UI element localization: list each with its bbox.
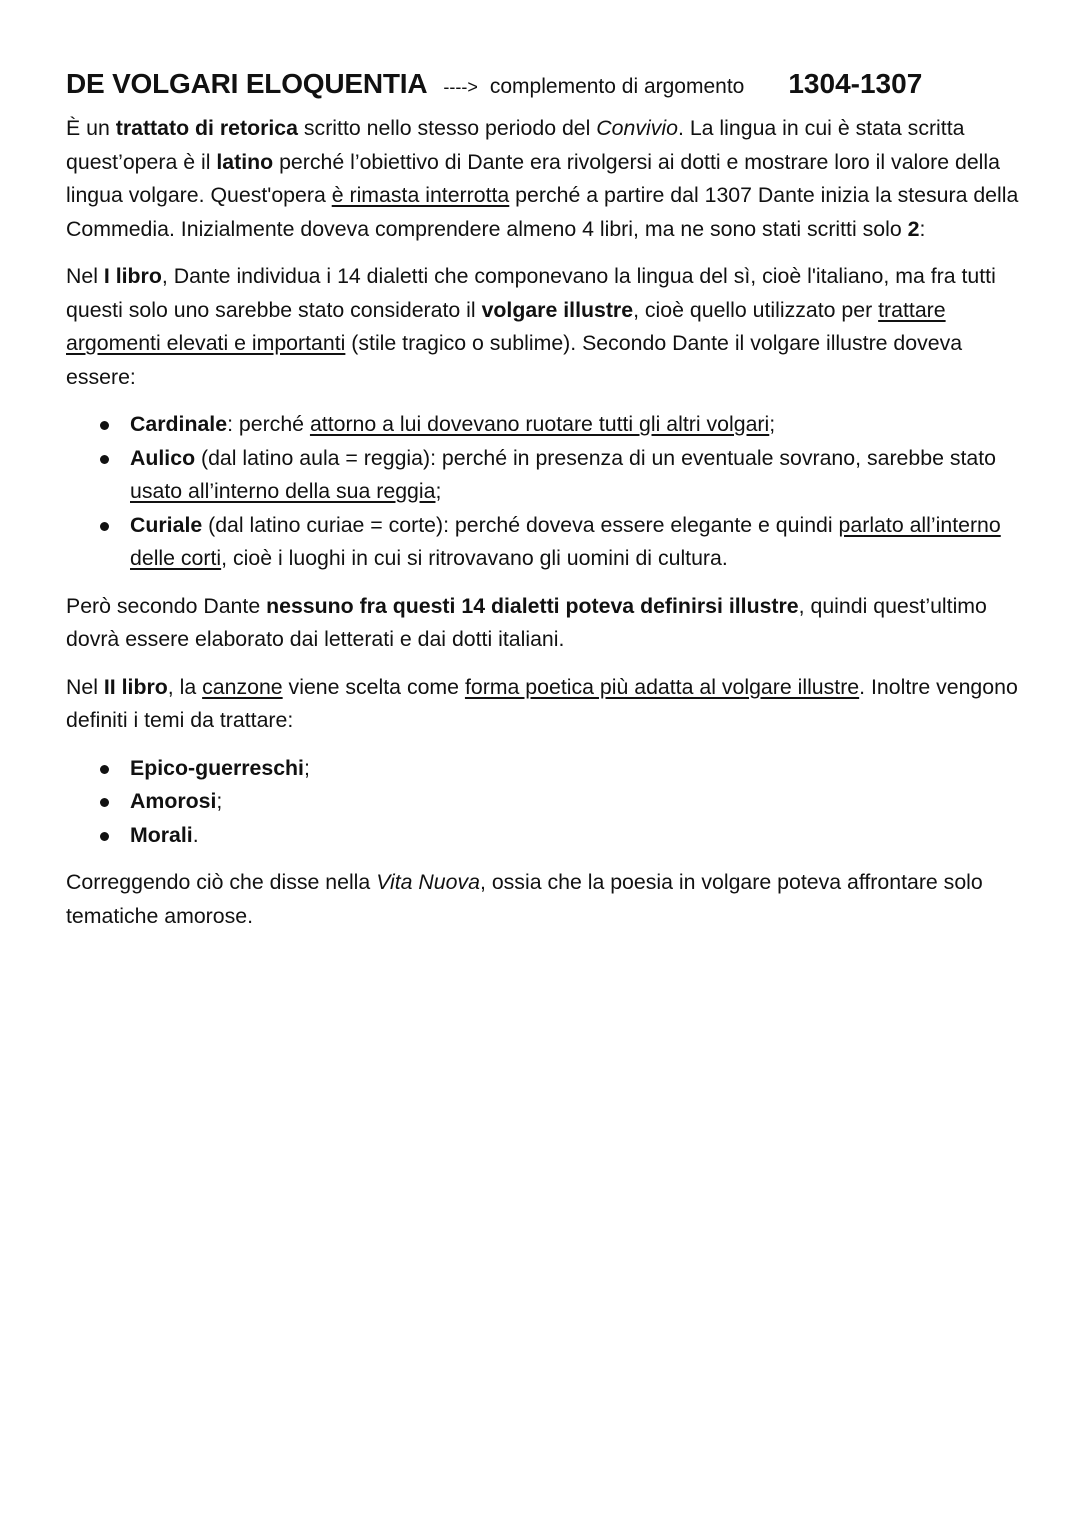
libro1-paragraph: [66, 260, 1026, 394]
intro-paragraph: [66, 112, 1026, 246]
subtitle: complemento di argomento: [489, 75, 745, 98]
text-run: Nel: [66, 674, 104, 699]
list-item: [130, 785, 1026, 819]
underlined-run: parlato all’interno delle corti: [130, 512, 1001, 570]
text-run: , cioè i luoghi in cui si ritrovavano gli uomini di cultura.: [221, 546, 728, 570]
bold-run: Epico-guerreschi: [130, 755, 304, 780]
bold-run: 2: [907, 216, 920, 241]
bold-run: Aulico: [130, 445, 196, 470]
text-run: ;: [216, 789, 223, 813]
text-run: :: [919, 216, 926, 241]
underlined-run: canzone: [202, 674, 283, 699]
text-run: (stile tragico o sublime). Secondo Dante il volgare illustre doveva essere:: [66, 331, 963, 389]
list-item: [130, 752, 1026, 786]
bold-run: latino: [216, 149, 274, 174]
underlined-run: attorno a lui dovevano ruotare tutti gli altri volgari: [309, 412, 770, 436]
text-run: Nel: [66, 264, 104, 288]
underlined-run: trattare argomenti elevati e importanti: [66, 297, 946, 355]
bold-run: II libro: [103, 674, 168, 699]
bold-run: I libro: [103, 264, 162, 288]
list-item: [130, 442, 1026, 509]
list-item: [130, 408, 1026, 442]
bold-run: Curiale: [130, 512, 203, 537]
conclusion1-paragraph: [66, 590, 1026, 657]
text-run: , quindi quest’ultimo dovrà essere elaborato dai letterati e dai dotti italiani.: [66, 593, 987, 651]
text-run: . Inoltre vengono definiti i temi da trattare:: [66, 674, 1018, 732]
text-run: . La lingua in cui è stata scritta quest’opera è il: [66, 116, 965, 174]
text-run: , cioè quello utilizzato per: [633, 297, 879, 322]
text-run: ;: [435, 479, 442, 503]
underlined-run: usato all’interno della sua reggia: [130, 479, 436, 503]
text-run: perché l’obiettivo di Dante era rivolgersi ai dotti e mostrare loro il valore della lingua volgare. Quest'opera: [66, 149, 1000, 207]
text-run: scritto nello stesso periodo del: [297, 116, 597, 140]
years: 1304-1307: [788, 68, 923, 99]
italic-run: Vita Nuova: [376, 870, 480, 894]
text-run: perché a partire dal 1307 Dante inizia la stesura della Commedia. Inizialmente doveva comprendere almeno 4 libri, ma ne sono stati scritti solo: [66, 183, 1019, 241]
text-run: ;: [769, 412, 776, 436]
bold-run: nessuno fra questi 14 dialetti poteva definirsi illustre: [266, 593, 799, 618]
text-run: : perché: [227, 412, 310, 436]
conclusion2-paragraph: [66, 866, 1026, 933]
text-run: ;: [303, 755, 310, 780]
text-run: (dal latino aula = reggia): perché in presenza di un eventuale sovrano, sarebbe stato: [195, 445, 996, 470]
bold-run: Amorosi: [130, 789, 217, 813]
bold-run: Cardinale: [130, 412, 228, 436]
text-run: (dal latino curiae = corte): perché doveva essere elegante e quindi: [202, 512, 839, 537]
arrow-text: ---->: [443, 77, 478, 97]
text-run: È un: [66, 116, 116, 140]
text-run: viene scelta come: [282, 674, 465, 699]
title-line: [66, 68, 1026, 100]
bold-run: Morali: [130, 822, 193, 847]
list-item: [130, 509, 1026, 576]
bold-run: volgare illustre: [481, 297, 634, 322]
text-run: Però secondo Dante: [66, 593, 267, 618]
qualities-list: [66, 408, 1026, 576]
document-page: [66, 68, 1026, 947]
text-run: Correggendo ciò che disse nella: [66, 870, 377, 894]
bold-run: trattato di retorica: [115, 116, 298, 140]
underlined-run: è rimasta interrotta: [331, 183, 510, 207]
list-item: [130, 819, 1026, 853]
page-title: DE VOLGARI ELOQUENTIA: [66, 68, 428, 99]
text-run: , la: [167, 674, 203, 699]
themes-list: [66, 752, 1026, 853]
italic-run: Convivio: [596, 116, 678, 140]
libro2-paragraph: [66, 671, 1026, 738]
text-run: , Dante individua i 14 dialetti che componevano la lingua del sì, cioè l'italiano, ma fra tutti questi solo uno sarebbe stato considerato il: [66, 264, 996, 322]
underlined-run: forma poetica più adatta al volgare illustre: [464, 674, 860, 699]
text-run: .: [192, 822, 199, 847]
text-run: , ossia che la poesia in volgare poteva affrontare solo tematiche amorose.: [66, 870, 983, 928]
